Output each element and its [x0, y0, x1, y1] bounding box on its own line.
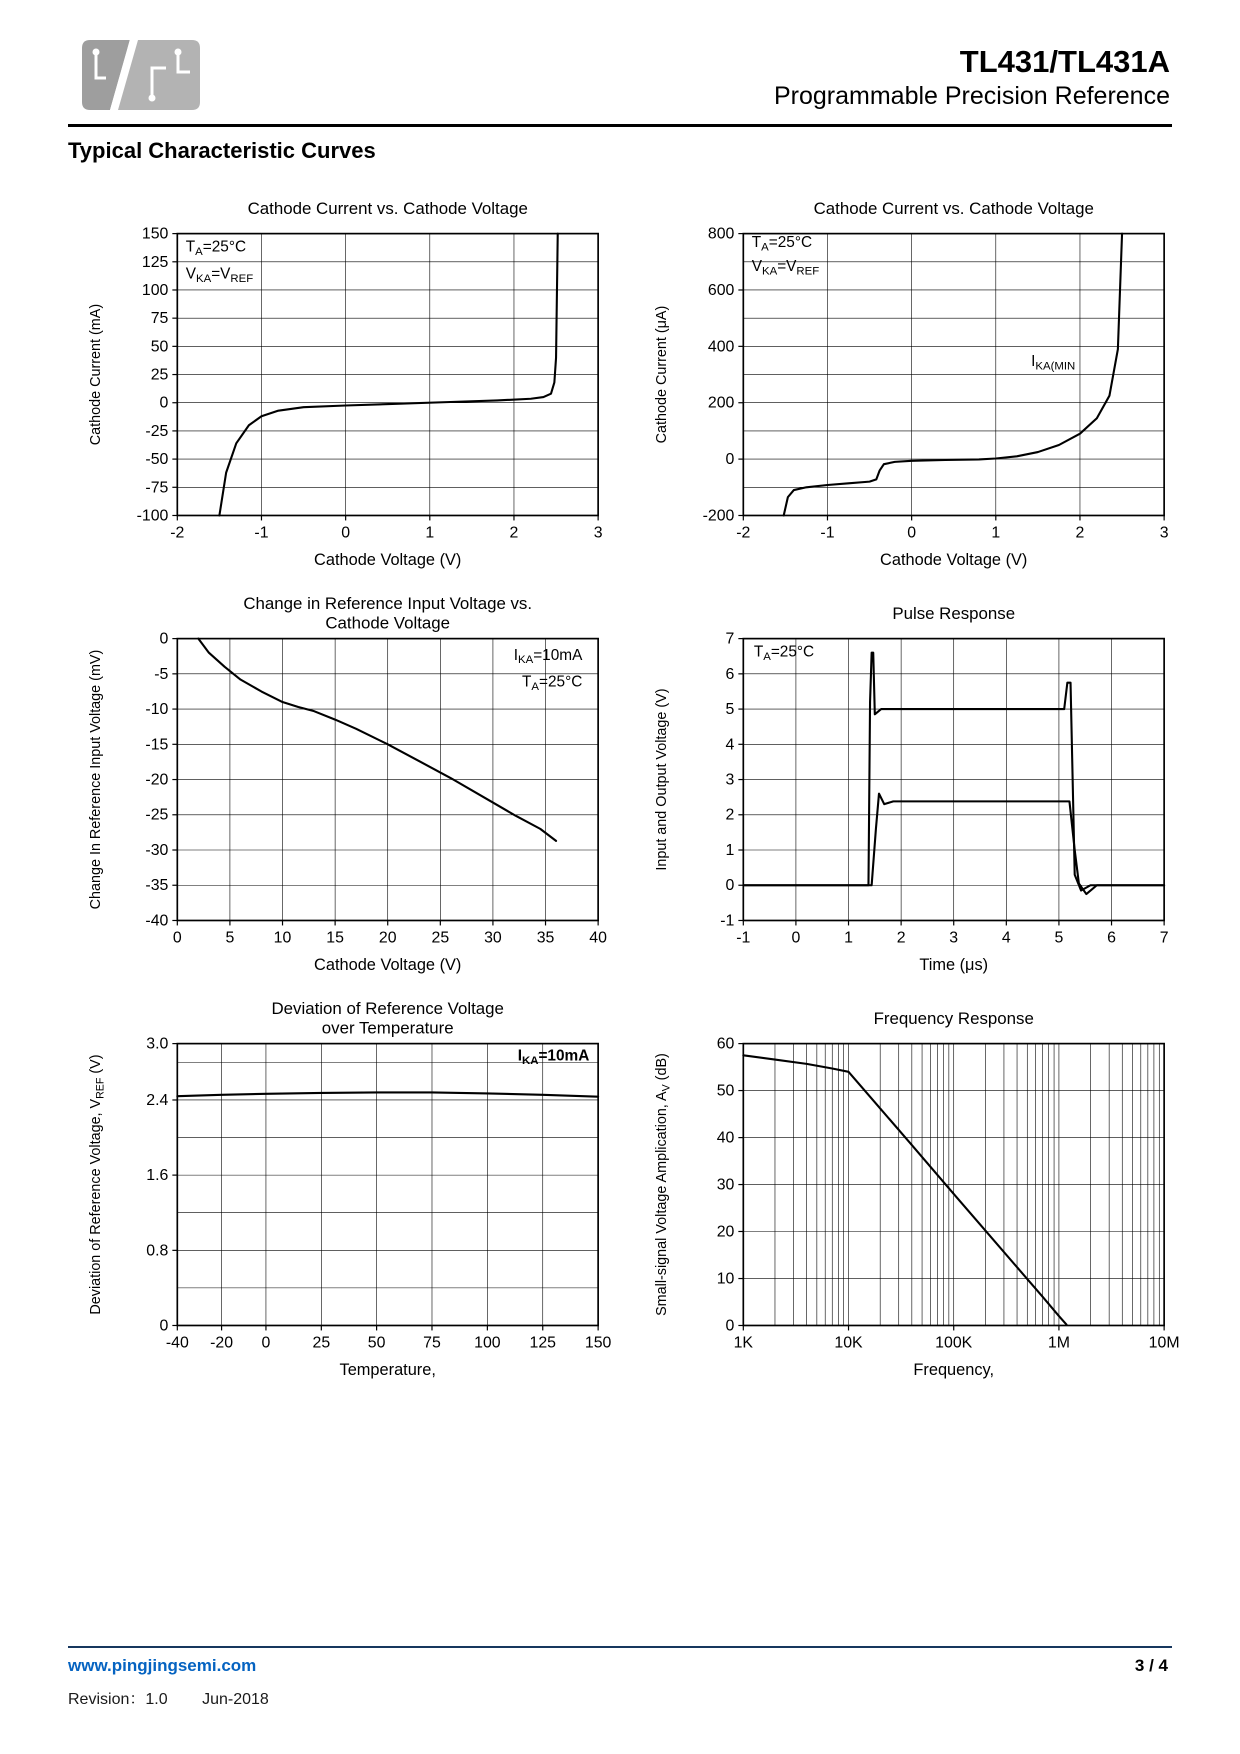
- chart-title: Cathode Current vs. Cathode Voltage: [247, 198, 528, 218]
- revision-label: Revision：1.0: [68, 1691, 168, 1708]
- x-tick-label: 1K: [733, 1334, 754, 1352]
- chart-frequency-response: [644, 992, 1190, 1389]
- company-logo: [72, 34, 207, 116]
- y-tick-label: -200: [702, 507, 735, 525]
- x-tick-label: 100K: [935, 1334, 973, 1352]
- y-tick-label: 0: [725, 451, 735, 469]
- x-tick-label: 0: [791, 929, 801, 947]
- y-tick-label: 600: [707, 281, 735, 299]
- x-tick-label: 1: [844, 929, 853, 947]
- data-series: [177, 1092, 598, 1096]
- y-tick-label: 6: [725, 665, 735, 683]
- chart-title: Pulse Response: [892, 603, 1016, 623]
- y-tick-label: -30: [145, 841, 169, 859]
- y-tick-label: 2: [725, 806, 735, 824]
- y-tick-label: -50: [145, 451, 169, 469]
- y-axis-label: Small-signal Voltage Amplication, $A_V$ (dB): [653, 1053, 673, 1316]
- y-axis-label: Cathode Current (μA): [653, 305, 670, 444]
- x-tick-label: 35: [536, 929, 555, 947]
- y-tick-label: 50: [150, 338, 169, 356]
- x-tick-label: 6: [1107, 929, 1116, 947]
- y-tick-label: 2.4: [146, 1091, 169, 1109]
- chart-title: Change in Reference Input Voltage vs.: [243, 593, 533, 613]
- chart-annotation: $V_{KA}=V_{REF}$: [185, 265, 254, 286]
- y-tick-label: 150: [141, 225, 169, 243]
- chart-annotation: $T_A=25^\circ C$: [522, 673, 583, 694]
- y-tick-label: 3: [725, 771, 735, 789]
- chart-title: Cathode Voltage: [325, 613, 451, 633]
- y-tick-label: 7: [725, 630, 735, 648]
- x-tick-label: -1: [736, 929, 751, 947]
- x-tick-label: 10K: [834, 1334, 863, 1352]
- y-tick-label: -35: [145, 877, 169, 895]
- y-tick-label: 400: [707, 338, 735, 356]
- chart-ref-input-voltage-change-canvas: [78, 587, 624, 984]
- charts-grid: [78, 182, 1190, 1389]
- y-tick-label: -20: [145, 771, 169, 789]
- y-tick-label: 50: [716, 1082, 735, 1100]
- y-tick-label: -100: [136, 507, 169, 525]
- y-tick-label: -15: [145, 736, 169, 754]
- y-tick-label: 0: [725, 877, 735, 895]
- company-logo-graphic: [72, 34, 207, 116]
- y-tick-label: -10: [145, 701, 169, 719]
- x-axis-label: Cathode Voltage (V): [314, 551, 462, 570]
- x-tick-label: 7: [1159, 929, 1169, 947]
- x-tick-label: 100: [474, 1334, 501, 1352]
- data-series: [198, 639, 556, 841]
- x-tick-label: -1: [820, 524, 835, 542]
- x-tick-label: 150: [584, 1334, 612, 1352]
- y-tick-label: 0.8: [146, 1242, 169, 1260]
- chart-title: Cathode Current vs. Cathode Voltage: [813, 198, 1094, 218]
- chart-cathode-current-ua: [644, 182, 1190, 579]
- chart-cathode-current-ma: [78, 182, 624, 579]
- chart-annotation: $I_{KA}=10mA$: [513, 646, 583, 667]
- x-tick-label: -40: [165, 1334, 189, 1352]
- x-axis-label: Time (μs): [919, 956, 989, 975]
- y-tick-label: 25: [150, 366, 169, 384]
- document-subtitle: Programmable Precision Reference: [773, 81, 1170, 110]
- y-tick-label: -25: [145, 806, 169, 824]
- x-tick-label: 25: [431, 929, 450, 947]
- data-series: [743, 1055, 1066, 1324]
- revision-date: Jun-2018: [202, 1691, 269, 1708]
- x-tick-label: 50: [367, 1334, 386, 1352]
- y-tick-label: 100: [141, 281, 169, 299]
- chart-cathode-current-ua-canvas: [644, 182, 1190, 579]
- header-titles: [774, 44, 1170, 111]
- x-tick-label: 5: [225, 929, 235, 947]
- y-tick-label: 0: [159, 630, 169, 648]
- x-axis-label: Temperature,: [339, 1361, 436, 1380]
- x-tick-label: -2: [170, 524, 185, 542]
- x-tick-label: 10: [273, 929, 292, 947]
- page-number: 3 / 4: [1134, 1656, 1168, 1675]
- chart-annotation: $T_A=25^\circ C$: [185, 238, 247, 259]
- chart-title: Deviation of Reference Voltage: [271, 998, 504, 1018]
- x-tick-label: 15: [326, 929, 344, 947]
- x-tick-label: 20: [378, 929, 397, 947]
- y-tick-label: -5: [154, 665, 169, 683]
- x-tick-label: 2: [896, 929, 906, 947]
- plot-frame: [177, 1044, 598, 1326]
- chart-title: over Temperature: [321, 1018, 454, 1038]
- y-tick-label: 30: [716, 1176, 735, 1194]
- y-tick-label: 800: [707, 225, 735, 243]
- x-tick-label: 75: [423, 1334, 441, 1352]
- chart-annotation: $I_{KA(MIN}$: [1031, 353, 1076, 373]
- y-tick-label: 1.6: [146, 1167, 169, 1185]
- chart-frequency-response-canvas: [644, 992, 1190, 1389]
- x-tick-label: 0: [261, 1334, 271, 1352]
- chart-pulse-response-canvas: [644, 587, 1190, 984]
- part-number-title: TL431/TL431A: [959, 44, 1170, 79]
- x-tick-label: 10M: [1148, 1334, 1180, 1352]
- y-tick-label: 125: [141, 253, 169, 271]
- y-tick-label: 1: [725, 841, 735, 859]
- x-tick-label: 1M: [1047, 1334, 1070, 1352]
- x-tick-label: 3: [949, 929, 959, 947]
- x-tick-label: -20: [210, 1334, 234, 1352]
- x-tick-label: 0: [907, 524, 917, 542]
- x-tick-label: 3: [1159, 524, 1169, 542]
- x-tick-label: 1: [991, 524, 1001, 542]
- revision-info: [68, 1686, 269, 1709]
- y-axis-label: Cathode Current (mA): [87, 303, 104, 446]
- y-tick-label: -75: [145, 479, 169, 497]
- y-tick-label: 0: [159, 394, 169, 412]
- x-tick-label: -1: [254, 524, 269, 542]
- x-axis-label: Cathode Voltage (V): [314, 956, 462, 975]
- y-tick-label: -1: [720, 912, 735, 930]
- y-tick-label: 5: [725, 701, 735, 719]
- x-tick-label: -2: [736, 524, 751, 542]
- chart-cathode-current-ma-canvas: [78, 182, 624, 579]
- y-tick-label: 60: [716, 1035, 735, 1053]
- chart-annotation: $I_{KA}=10mA$: [517, 1047, 590, 1067]
- chart-pulse-response: [644, 587, 1190, 984]
- website-link[interactable]: www.pingjingsemi.com: [68, 1656, 257, 1675]
- y-tick-label: 0: [725, 1317, 735, 1335]
- x-tick-label: 2: [1075, 524, 1085, 542]
- x-axis-label: Frequency,: [913, 1361, 995, 1380]
- chart-annotation: $T_A=25^\circ C$: [751, 234, 813, 254]
- y-tick-label: 10: [716, 1270, 735, 1288]
- x-axis-label: Cathode Voltage (V): [880, 551, 1028, 570]
- header-divider: [68, 124, 1172, 127]
- y-tick-label: 20: [716, 1223, 735, 1241]
- chart-ref-input-voltage-change: [78, 587, 624, 984]
- chart-annotation: $T_A=25^\circ C$: [753, 643, 815, 663]
- y-tick-label: 75: [150, 310, 169, 328]
- chart-title: Frequency Response: [873, 1008, 1034, 1028]
- y-tick-label: 3.0: [146, 1035, 169, 1053]
- y-axis-label: Deviation of Reference Voltage, $V_{REF}$ (V): [87, 1054, 107, 1315]
- x-tick-label: 0: [341, 524, 351, 542]
- y-tick-label: 0: [159, 1317, 169, 1335]
- y-axis-label: Input and Output Voltage (V): [653, 688, 670, 871]
- y-tick-label: 40: [716, 1129, 735, 1147]
- x-tick-label: 2: [509, 524, 519, 542]
- x-tick-label: 125: [529, 1334, 557, 1352]
- chart-annotation: $V_{KA}=V_{REF}$: [751, 257, 820, 278]
- x-tick-label: 30: [484, 929, 502, 947]
- x-tick-label: 40: [589, 929, 607, 947]
- footer-divider: [68, 1646, 1172, 1648]
- x-tick-label: 3: [593, 524, 603, 542]
- x-tick-label: 1: [425, 524, 435, 542]
- y-tick-label: -25: [145, 422, 169, 440]
- x-tick-label: 4: [1001, 929, 1011, 947]
- x-tick-label: 5: [1054, 929, 1064, 947]
- x-tick-label: 0: [172, 929, 182, 947]
- y-axis-label: Change In Reference Input Voltage (mV): [87, 649, 104, 910]
- y-tick-label: 200: [707, 394, 735, 412]
- section-title: Typical Characteristic Curves: [68, 138, 376, 163]
- chart-vref-deviation-over-temperature-canvas: [78, 992, 624, 1389]
- y-tick-label: 4: [725, 736, 735, 754]
- chart-vref-deviation-over-temperature: [78, 992, 624, 1389]
- y-tick-label: -40: [145, 912, 169, 930]
- x-tick-label: 25: [312, 1334, 331, 1352]
